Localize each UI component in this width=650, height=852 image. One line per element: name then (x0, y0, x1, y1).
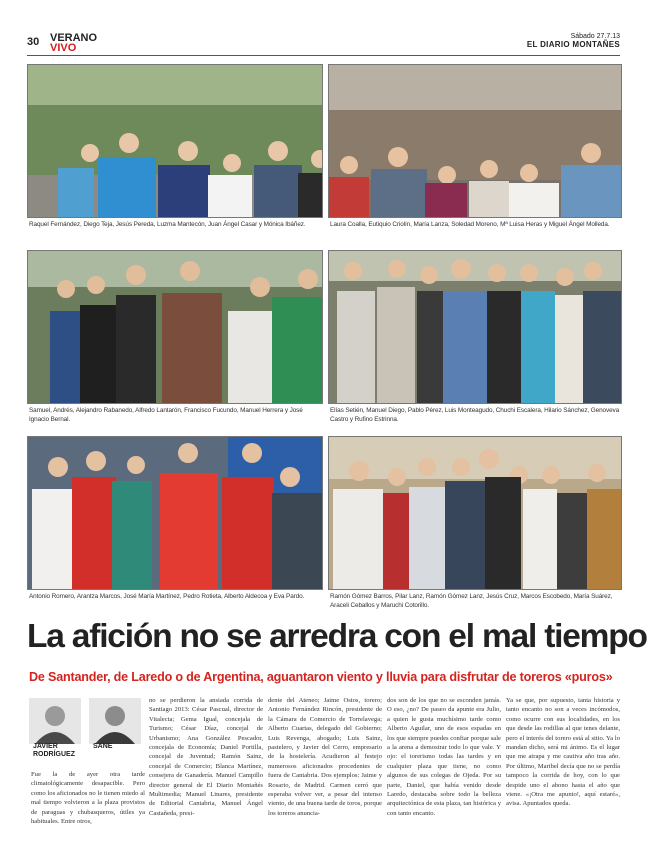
section-label (50, 33, 97, 53)
photo-6-caption: Ramón Gómez Barros, Pilar Lanz, Ramón Gómez Lanz, Jesús Cruz, Marcos Escobedo, María Suárez, Araceli Ceballos y Maruchi Cotorillo. (330, 593, 613, 609)
author-name-2: SANE (93, 743, 113, 750)
photo-3-image (28, 251, 322, 403)
section-label-line1: VERANO (50, 32, 98, 44)
society-photo-5 (27, 436, 323, 590)
society-photo-6 (328, 436, 622, 590)
article-column-1: Fue la de ayer otra tarde climatológicamente desapacible. Pero como los aficionados no le tienen miedo al mal tiempo volvieron a la plaza provistos de paraguas y chubasqueros, útiles ya habituales. Entre otros, (31, 771, 145, 826)
photo-1-caption: Raquel Fernández, Diego Teja, Jesús Pereda, Luzma Mantecón, Juan Ángel Casar y Mónica Ibáñez. (29, 221, 306, 228)
society-photo-4 (328, 250, 622, 404)
society-photo-2 (328, 64, 622, 218)
article-subheadline: De Santander, de Laredo o de Argentina, aguantaron viento y lluvia para disfrutar de toreros «puros» (29, 670, 613, 684)
author-photo-1 (29, 698, 81, 744)
masthead-right (527, 33, 620, 49)
author-1-portrait (29, 698, 81, 744)
photo-6-image (329, 437, 621, 589)
society-photo-3 (27, 250, 323, 404)
photo-4-image (329, 251, 621, 403)
section-label-line2: VIVO (50, 42, 77, 54)
article-headline: La afición no se arredra con el mal tiempo (27, 618, 647, 655)
photo-2-image (329, 65, 621, 217)
photo-1-image (28, 65, 322, 217)
photo-5-image (28, 437, 322, 589)
page-header (27, 33, 620, 55)
article-column-3: dente del Ateneo; Jaime Ostos, torero; Antonio Fernández Rincón, presidente de la Cámara de Comercio de Torrelavega; Alberto Cuartas, delegado del Gobierno; Luis Revenga, abogado; Luis Sainz, pastelero, y Javier del Cerro, empresario de la hostelería. Acudieron al festejo numerosos aficionados procedentes de fuera de Cantabria. Dos ejemplos: Jaime y Rosario, de Madrid. Carmen cerró que esperaba volver ver, a pesar del intenso viento, de una buena tarde de toros, porque los toreros anuncia- (268, 697, 382, 817)
newspaper-name: EL DIARIO MONTAÑES (526, 40, 620, 49)
photo-2-caption: Laura Coalla, Eutiquio Criolín, María Lanza, Soledad Moreno, Mª Luisa Heras y Miguel Ángel Molleda. (330, 221, 610, 228)
society-photo-1 (27, 64, 323, 218)
issue-date: Sábado 27.7.13 (570, 33, 620, 40)
page-number: 30 (27, 36, 40, 48)
article-column-2: no se perdieron la ansiada corrida de Santiago 2013: César Pascual, director de Vitalecta; Gema Igual, concejala de Turismo; César Díaz, concejal de Urbanismo; Ana González Pescador, concejala de Economía; Daniel Portilla, concejal de Juventud; Ramón Sainz, concejal de Comercio; Blanca Martínez, consejera de Ganadería. Manuel Campillo director general de El Diario Montañés Multimedia; Manuel Linares, presidente de Editorial Cantabria, Manuel Ángel Castañeda, presi- (149, 697, 263, 817)
header-rule (27, 55, 620, 56)
photo-4-caption: Elías Setién, Manuel Diego, Pablo Pérez, Luis Monteagudo, Chuchi Escalera, Hilario Sánchez, Genoveva Castro y Rufino Estrinna. (330, 407, 620, 423)
author-bylines (29, 698, 143, 756)
author-photo-2 (89, 698, 141, 744)
author-name-1: JAVIER RODRÍGUEZ (33, 743, 75, 758)
author-2-portrait (89, 698, 141, 744)
photo-3-caption: Samuel, Andrés, Alejandro Rabanedo, Alfredo Lantarón, Francisco Fucundo, Manuel Herrera y José Ignacio Bernal. (29, 407, 303, 423)
photo-5-caption: Antonio Romero, Arantza Marcos, José María Martínez, Pedro Rotieta, Alberto Aldecoa y Eva Pardo. (29, 593, 305, 600)
article-column-4: dos son de los que no se esconden jamás. O eso, ¿no? De paseo da apunte era Julio, a quien le gusta muchísimo tarde como Alberto Aguilar, uno de esos espadas en los que siempre puedes confiar porque sale a la arena a demostrar todo lo que vale. Y ojo: el torerismo todas las tardes y en cualquier plaza que tiene, no como algunos de sus colegas de Ojeda. Por su parte, Daniel, que había venido desde Laredo, destacaba sobre todo la belleza arquitectónica de esta plaza, tan histórica y con tanto encanto. (387, 697, 501, 817)
article-column-5: Ya se que, por supuesto, tanta historia y tanto encanto no son a veces incómodos, como ocurre con sus localidades, en los que desde las rodillas al que tenes delante, pero el interés del torero está al sitio. Ya lo mandan dicho, será mi ánimo. Es el lugar que me atrapa y me cautiva año tras año. Por último, Maribel decía que no se perdía tampoco la corrida de hoy, con lo que despide uno el abono hasta el año que viene. «¡Otra me apunto!, aquí estaré», avisa. Apuntados queda. (506, 697, 620, 808)
